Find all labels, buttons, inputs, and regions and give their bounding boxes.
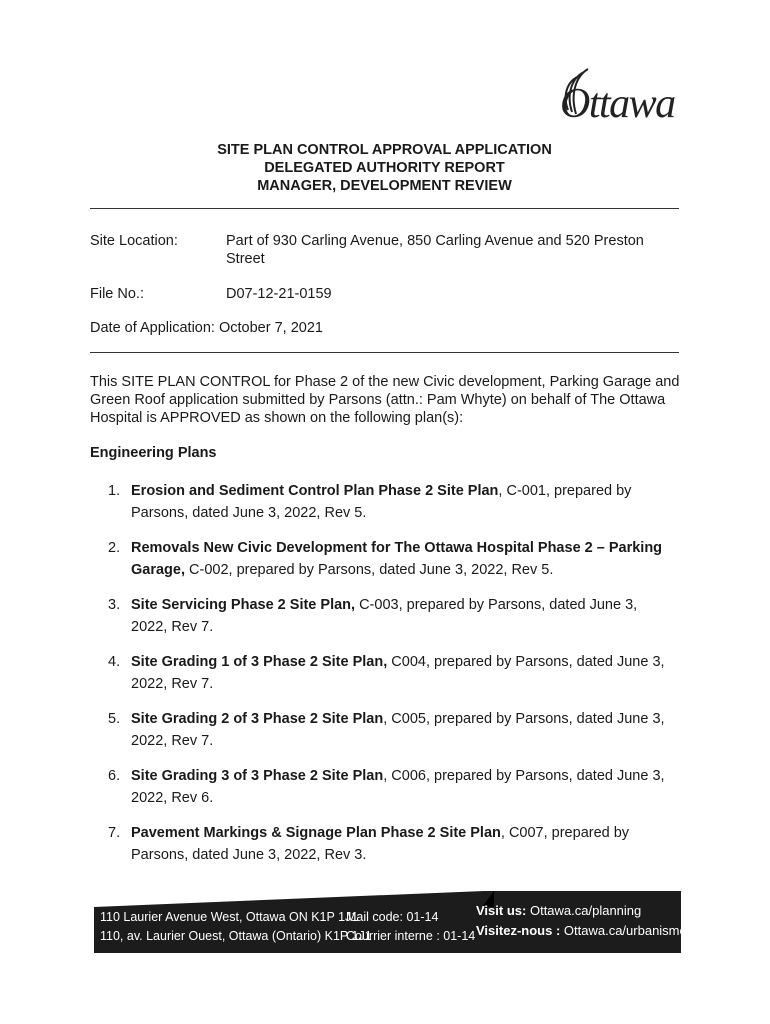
plan-item	[108, 480, 668, 524]
plan-title: Site Servicing Phase 2 Site Plan,	[131, 597, 356, 613]
file-no-value: D07-12-21-0159	[226, 286, 332, 302]
section-heading: Engineering Plans	[90, 445, 217, 461]
plan-item	[108, 708, 668, 752]
footer-address-en: 110 Laurier Avenue West, Ottawa ON K1P 1J1	[100, 910, 359, 924]
plan-number: 1.	[108, 483, 121, 499]
approval-statement: This SITE PLAN CONTROL for Phase 2 of the new Civic development, Parking Garage and Green Roof application submitted by Parsons (attn.: Pam Whyte) on behalf of The Ottawa Hospital is APPROVED as shown on the following plan(s):	[90, 374, 680, 426]
title-line-3: MANAGER, DEVELOPMENT REVIEW	[257, 178, 512, 194]
plan-title: Site Grading 2 of 3 Phase 2 Site Plan	[131, 711, 384, 727]
plan-detail: , C007, prepared by Parsons, dated June 3, 2022, Rev 3.	[131, 825, 630, 863]
divider-bottom	[90, 352, 679, 353]
footer-banner	[94, 891, 687, 953]
site-location-label: Site Location:	[90, 233, 178, 249]
plan-item	[108, 765, 668, 809]
plan-number: 6.	[108, 768, 121, 784]
plan-detail: , C006, prepared by Parsons, dated June 3, 2022, Rev 6.	[131, 768, 665, 806]
plan-title: Removals New Civic Development for The Ottawa Hospital Phase 2 – Parking Garage,	[131, 540, 663, 578]
footer-mail-code-fr: Courrier interne : 01-14	[346, 929, 476, 943]
footer-visit-en	[476, 903, 641, 918]
plan-number: 3.	[108, 597, 121, 613]
visit-en-link[interactable]: Ottawa.ca/planning	[529, 903, 642, 918]
site-location-value: Part of 930 Carling Avenue, 850 Carling Avenue and 520 Preston Street	[226, 233, 644, 267]
plan-detail: C-002, prepared by Parsons, dated June 3, 2022, Rev 5.	[185, 562, 554, 578]
footer-address-fr: 110, av. Laurier Ouest, Ottawa (Ontario) K1P 1J1	[100, 929, 372, 943]
ottawa-logo-text: Ottawa	[560, 81, 675, 127]
plan-number: 2.	[108, 540, 121, 556]
plan-title: Erosion and Sediment Control Plan Phase 2 Site Plan	[131, 483, 499, 499]
divider-top	[90, 208, 679, 209]
visit-fr-link[interactable]: Ottawa.ca/urbanisme	[563, 923, 687, 938]
footer-visit-fr	[476, 923, 687, 938]
visit-fr-label: Visitez-nous :	[476, 923, 561, 938]
plan-detail: , C-001, prepared by Parsons, dated June 3, 2022, Rev 5.	[131, 483, 632, 521]
date-of-application: Date of Application: October 7, 2021	[90, 320, 323, 336]
title-line-2: DELEGATED AUTHORITY REPORT	[264, 160, 505, 176]
plan-detail: C-003, prepared by Parsons, dated June 3, 2022, Rev 7.	[131, 597, 638, 635]
plan-item	[108, 651, 668, 695]
file-no-label: File No.:	[90, 286, 144, 302]
footer-mail-code-en: Mail code: 01-14	[346, 910, 439, 924]
plan-number: 7.	[108, 825, 121, 841]
plan-detail: C004, prepared by Parsons, dated June 3, 2022, Rev 7.	[131, 654, 665, 692]
plan-number: 5.	[108, 711, 121, 727]
plan-title: Site Grading 1 of 3 Phase 2 Site Plan,	[131, 654, 388, 670]
plan-number: 4.	[108, 654, 121, 670]
report-title	[90, 141, 679, 195]
title-line-1: SITE PLAN CONTROL APPROVAL APPLICATION	[217, 142, 552, 158]
visit-en-label: Visit us:	[476, 903, 527, 918]
ottawa-logo	[560, 66, 684, 126]
plan-item	[108, 822, 668, 866]
plan-title: Site Grading 3 of 3 Phase 2 Site Plan	[131, 768, 384, 784]
plan-title: Pavement Markings & Signage Plan Phase 2 Site Plan	[131, 825, 501, 841]
plan-item	[108, 537, 668, 581]
plan-detail: , C005, prepared by Parsons, dated June 3, 2022, Rev 7.	[131, 711, 665, 749]
plan-item	[108, 594, 668, 638]
